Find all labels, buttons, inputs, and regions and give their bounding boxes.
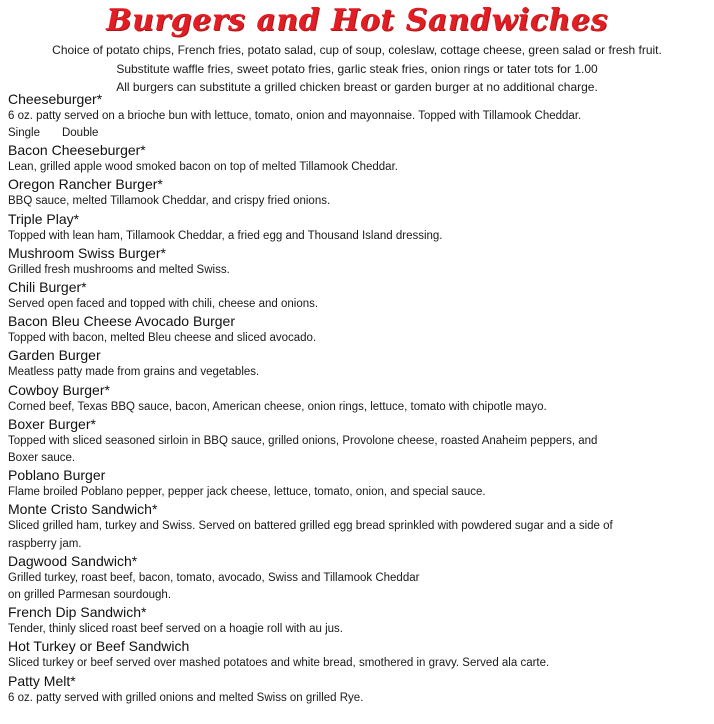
menu-item-description: Grilled fresh mushrooms and melted Swiss. bbox=[8, 263, 230, 276]
size-option: Double bbox=[61, 127, 99, 140]
menu-item bbox=[8, 382, 708, 416]
menu-item bbox=[8, 142, 708, 176]
menu-item-description: 6 oz. patty served with grilled onions and melted Swiss on grilled Rye. bbox=[8, 691, 364, 704]
menu-item-name: Triple Play* bbox=[8, 210, 80, 227]
menu-item-description: Grilled turkey, roast beef, bacon, tomato, avocado, Swiss and Tillamook Cheddar bbox=[8, 571, 420, 584]
menu-item-name: Cowboy Burger* bbox=[8, 381, 110, 398]
menu-item-description: Sliced grilled ham, turkey and Swiss. Served on battered grilled egg bread sprinkled with powdered sugar and a side of bbox=[8, 520, 613, 533]
menu-item bbox=[8, 553, 708, 604]
menu-item bbox=[8, 245, 708, 279]
menu-item-sizes bbox=[8, 125, 708, 142]
menu-item bbox=[8, 673, 708, 707]
menu-item-description: Sliced turkey or beef served over mashed potatoes and white bread, smothered in gravy. Served ala carte. bbox=[8, 657, 550, 670]
menu-item bbox=[8, 176, 708, 210]
menu-item-description: raspberry jam. bbox=[8, 537, 82, 550]
menu-item-description: Meatless patty made from grains and vegetables. bbox=[8, 366, 260, 379]
note-sides: Choice of potato chips, French fries, potato salad, cup of soup, coleslaw, cottage cheese, green salad or fresh fruit. bbox=[52, 43, 662, 57]
menu-item-name: Patty Melt* bbox=[8, 672, 76, 689]
menu-item-description: Topped with lean ham, Tillamook Cheddar, a fried egg and Thousand Island dressing. bbox=[8, 229, 443, 242]
menu-item-name: French Dip Sandwich* bbox=[8, 604, 147, 621]
menu-item-name: Chili Burger* bbox=[8, 279, 87, 296]
menu-item bbox=[8, 313, 708, 347]
menu-item-name: Mushroom Swiss Burger* bbox=[8, 244, 166, 261]
note-substitutions: Substitute waffle fries, sweet potato fries, garlic steak fries, onion rings or tater tots for 1.00 bbox=[116, 61, 598, 76]
note-chicken-substitute: All burgers can substitute a grilled chicken breast or garden burger at no additional charge. bbox=[116, 80, 598, 94]
menu-item-description: Served open faced and topped with chili, cheese and onions. bbox=[8, 298, 319, 311]
menu-item-description: Tender, thinly sliced roast beef served on a hoagie roll with au jus. bbox=[8, 623, 343, 636]
menu-item bbox=[8, 279, 708, 313]
menu-item bbox=[8, 638, 708, 672]
menu-notes bbox=[0, 41, 714, 97]
menu-item-description: 6 oz. patty served on a brioche bun with lettuce, tomato, onion and mayonnaise. Topped with Tillamook Cheddar. bbox=[8, 110, 582, 122]
menu-item-description: Boxer sauce. bbox=[8, 452, 76, 465]
menu-item-name: Garden Burger bbox=[8, 347, 101, 364]
menu-item-name: Bacon Cheeseburger* bbox=[8, 142, 146, 159]
menu-item-description: Corned beef, Texas BBQ sauce, bacon, American cheese, onion rings, lettuce, tomato with chipotle mayo. bbox=[8, 400, 547, 413]
menu-item bbox=[8, 211, 708, 245]
menu-item-description: on grilled Parmesan sourdough. bbox=[8, 589, 172, 602]
menu-item bbox=[8, 467, 708, 501]
menu-item-list bbox=[8, 91, 708, 707]
menu-item bbox=[8, 416, 708, 467]
menu-item-description: Topped with sliced seasoned sirloin in BBQ sauce, grilled onions, Provolone cheese, roasted Anaheim peppers, and bbox=[8, 434, 598, 447]
menu-item-name: Hot Turkey or Beef Sandwich bbox=[8, 638, 190, 655]
menu-item bbox=[8, 347, 708, 381]
menu-item bbox=[8, 604, 708, 638]
menu-item-description: Topped with bacon, melted Bleu cheese and sliced avocado. bbox=[8, 332, 317, 345]
menu-item-name: Monte Cristo Sandwich* bbox=[8, 501, 158, 518]
menu-item-description: Lean, grilled apple wood smoked bacon on top of melted Tillamook Cheddar. bbox=[8, 161, 398, 174]
menu-title: Burgers and Hot Sandwiches bbox=[106, 3, 608, 38]
menu-item-name: Poblano Burger bbox=[8, 467, 106, 484]
menu-item bbox=[8, 501, 708, 552]
menu-item bbox=[8, 91, 708, 142]
menu-item-name: Bacon Bleu Cheese Avocado Burger bbox=[8, 313, 236, 330]
menu-item-description: BBQ sauce, melted Tillamook Cheddar, and crispy fried onions. bbox=[8, 195, 331, 208]
menu-item-description: Flame broiled Poblano pepper, pepper jack cheese, lettuce, tomato, onion, and special sauce. bbox=[8, 486, 486, 499]
size-option: Single bbox=[8, 127, 40, 140]
menu-item-name: Boxer Burger* bbox=[8, 415, 96, 432]
menu-item-name: Dagwood Sandwich* bbox=[8, 552, 138, 569]
menu-item-name: Cheeseburger* bbox=[8, 91, 103, 107]
menu-item-name: Oregon Rancher Burger* bbox=[8, 176, 163, 193]
